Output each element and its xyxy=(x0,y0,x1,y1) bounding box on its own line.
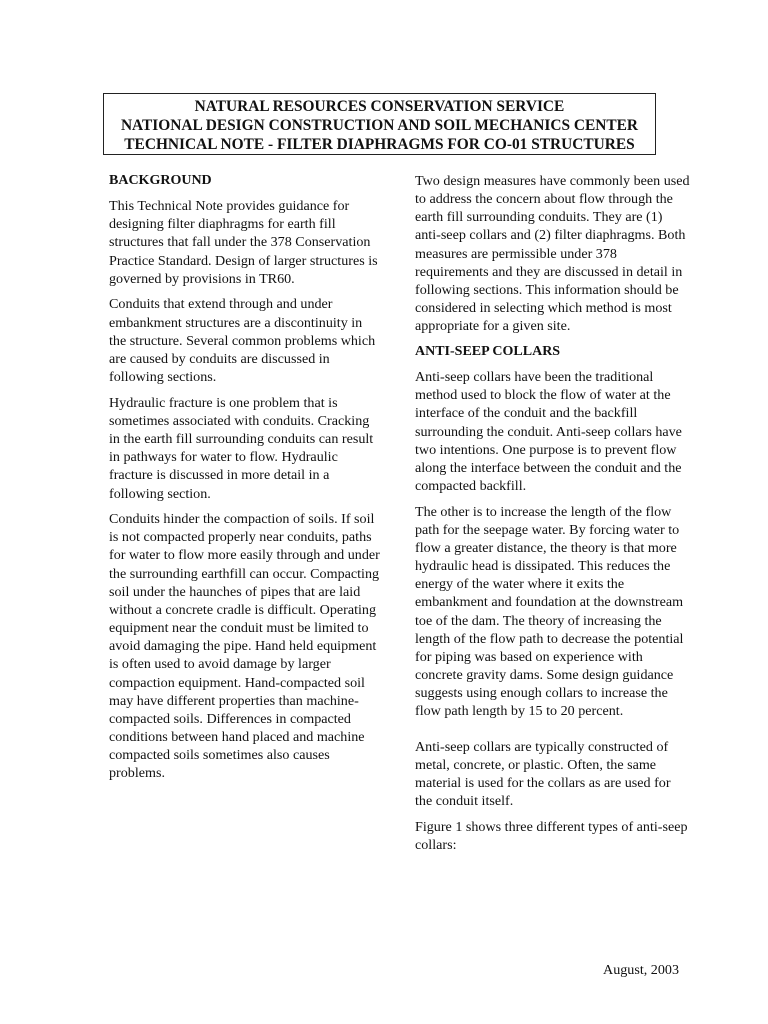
anti-seep-collars-heading: ANTI-SEEP COLLARS xyxy=(415,343,561,359)
paragraph: This Technical Note provides guidance for designing filter diaphragms for earth fill structures that fall under the 378 Conservation Practice Standard. Design of larger structures is governed by provisions in TR60. xyxy=(109,198,378,287)
paragraph: The other is to increase the length of the flow path for the seepage water. By forcing water to flow a greater distance, the theory is that more hydraulic head is dissipated. This reduces the energy of the water where it exits the embankment and foundation at the downstream toe of the dam. The theory of increasing the length of the flow path to decrease the potential for piping was based on experience with concrete gravity dams. Some design guidance suggests using enough collars to increase the flow path length by 15 to 20 percent. xyxy=(415,503,684,720)
right-column xyxy=(415,172,690,861)
document-title-box xyxy=(103,93,656,155)
left-column xyxy=(109,172,381,790)
technical-note-title: TECHNICAL NOTE - FILTER DIAPHRAGMS FOR CO-01 STRUCTURES xyxy=(124,136,635,153)
paragraph: Conduits that extend through and under embankment structures are a discontinuity in the structure. Several common problems which are caused by conduits are discussed in following sections. xyxy=(109,296,376,386)
agency-title: NATURAL RESOURCES CONSERVATION SERVICE xyxy=(194,98,565,115)
paragraph: Anti-seep collars are typically constructed of metal, concrete, or plastic. Often, the same material is used for the collars as are used for the conduit itself. xyxy=(415,738,671,809)
background-heading: BACKGROUND xyxy=(109,173,212,188)
center-title: NATIONAL DESIGN CONSTRUCTION AND SOIL MECHANICS CENTER xyxy=(120,117,639,134)
paragraph: Two design measures have commonly been used to address the concern about flow through the earth fill surrounding conduits. They are (1) anti-seep collars and (2) filter diaphragms. Both measures are permissible under 378 requirements and they are discussed in detail in following sections. This information should be considered in selecting which method is most appropriate for a given site. xyxy=(415,173,690,335)
footer-date: August, 2003 xyxy=(603,962,679,978)
paragraph: Conduits hinder the compaction of soils. If soil is not compacted properly near conduits, paths for water to flow more easily through and under the surrounding earthfill can occur. Compacting soil under the haunches of pipes that are laid without a concrete cradle is difficult. Operating equipment near the conduit must be limited to avoid damaging the pipe. Hand held equipment is often used to avoid damage by larger compaction equipment. Hand-compacted soil may have different properties than machine-compacted soils. Differences in compacted conditions between hand placed and machine compacted soils sometimes also causes problems. xyxy=(109,511,380,782)
paragraph: Figure 1 shows three different types of anti-seep collars: xyxy=(415,818,688,853)
paragraph: Hydraulic fracture is one problem that is sometimes associated with conduits. Cracking in the earth fill surrounding conduits can result in pathways for water to flow. Hydraulic fracture is discussed in more detail in a following section. xyxy=(109,394,374,502)
paragraph: Anti-seep collars have been the traditional method used to block the flow of water at the interface of the conduit and the backfill surrounding the conduit. Anti-seep collars have two intentions. One purpose is to prevent flow along the interface between the conduit and the compacted backfill. xyxy=(415,369,682,494)
